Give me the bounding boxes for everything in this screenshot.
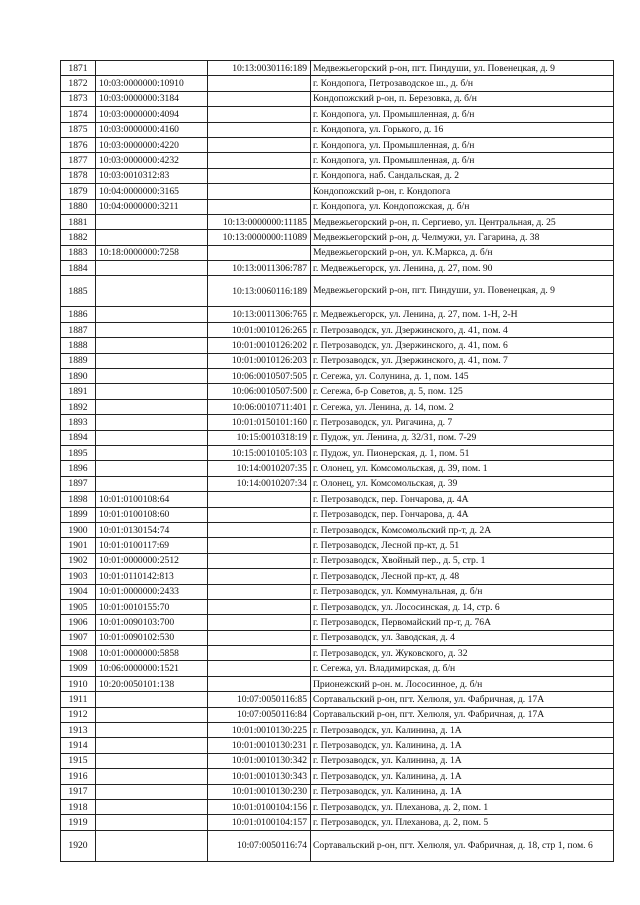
table-row [61, 676, 614, 691]
row-number: 1914 [61, 738, 96, 753]
cadastral-number-secondary [208, 245, 311, 260]
row-number: 1887 [61, 322, 96, 337]
table-row [61, 137, 614, 152]
table-row [61, 214, 614, 229]
cadastral-number-secondary: 10:01:0010126:265 [208, 322, 311, 337]
address-cell: г. Кондопога, ул. Горького, д. 16 [311, 122, 614, 137]
row-number: 1876 [61, 137, 96, 152]
row-number: 1907 [61, 630, 96, 645]
cadastral-number-secondary [208, 76, 311, 91]
cadastral-number-secondary: 10:14:0010207:35 [208, 461, 311, 476]
table-row [61, 384, 614, 399]
address-cell: Кондопожский р-он, п. Березовка, д. б/н [311, 91, 614, 106]
registry-body [61, 61, 614, 862]
table-row [61, 261, 614, 276]
cadastral-number-primary: 10:03:0000000:4232 [96, 153, 208, 168]
cadastral-number-primary [96, 707, 208, 722]
address-cell: г. Медвежьегорск, ул. Ленина, д. 27, пом. 90 [311, 261, 614, 276]
address-cell: Медвежьегорский р-он, д. Челмужи, ул. Гагарина, д. 38 [311, 230, 614, 245]
row-number: 1900 [61, 522, 96, 537]
table-row [61, 245, 614, 260]
table-row [61, 353, 614, 368]
cadastral-number-secondary [208, 615, 311, 630]
cadastral-number-primary [96, 369, 208, 384]
cadastral-number-secondary [208, 107, 311, 122]
table-row [61, 369, 614, 384]
table-row [61, 569, 614, 584]
cadastral-number-secondary: 10:06:0010507:500 [208, 384, 311, 399]
address-cell: Кондопожский р-он, г. Кондопога [311, 184, 614, 199]
row-number: 1890 [61, 369, 96, 384]
address-cell: г. Петрозаводск, ул. Дзержинского, д. 41, пом. 7 [311, 353, 614, 368]
cadastral-number-primary [96, 415, 208, 430]
cadastral-number-primary [96, 384, 208, 399]
row-number: 1889 [61, 353, 96, 368]
cadastral-number-primary [96, 799, 208, 814]
cadastral-number-secondary [208, 630, 311, 645]
table-row [61, 753, 614, 768]
cadastral-number-secondary: 10:01:0100104:157 [208, 815, 311, 830]
row-number: 1903 [61, 569, 96, 584]
cadastral-number-primary: 10:03:0000000:4160 [96, 122, 208, 137]
table-row [61, 399, 614, 414]
address-cell: г. Петрозаводск, Лесной пр-кт, д. 51 [311, 538, 614, 553]
address-cell: г. Кондопога, ул. Промышленная, д. б/н [311, 107, 614, 122]
cadastral-number-secondary [208, 184, 311, 199]
cadastral-number-secondary: 10:01:0010130:230 [208, 784, 311, 799]
address-cell: г. Петрозаводск, ул. Ригачина, д. 7 [311, 415, 614, 430]
table-row [61, 738, 614, 753]
cadastral-number-secondary [208, 137, 311, 152]
cadastral-number-primary [96, 61, 208, 76]
table-row [61, 76, 614, 91]
cadastral-number-primary [96, 338, 208, 353]
address-cell: г. Кондопога, Петрозаводское ш., д. б/н [311, 76, 614, 91]
cadastral-number-secondary: 10:13:0000000:11089 [208, 230, 311, 245]
cadastral-number-primary: 10:01:0000000:2512 [96, 553, 208, 568]
cadastral-number-primary [96, 307, 208, 322]
cadastral-number-primary [96, 322, 208, 337]
row-number: 1872 [61, 76, 96, 91]
table-row [61, 168, 614, 183]
table-row [61, 830, 614, 861]
cadastral-number-secondary [208, 646, 311, 661]
cadastral-number-primary [96, 476, 208, 491]
cadastral-number-secondary [208, 522, 311, 537]
address-cell: г. Петрозаводск, Комсомольский пр-т, д. 2А [311, 522, 614, 537]
cadastral-number-secondary: 10:13:0011306:765 [208, 307, 311, 322]
table-row [61, 322, 614, 337]
row-number: 1892 [61, 399, 96, 414]
row-number: 1917 [61, 784, 96, 799]
table-row [61, 784, 614, 799]
table-row [61, 307, 614, 322]
cadastral-number-primary: 10:01:0100108:60 [96, 507, 208, 522]
cadastral-number-primary: 10:03:0000000:3184 [96, 91, 208, 106]
address-cell: г. Сегежа, ул. Солунина, д. 1, пом. 145 [311, 369, 614, 384]
row-number: 1896 [61, 461, 96, 476]
cadastral-number-primary: 10:01:0010155:70 [96, 599, 208, 614]
cadastral-number-primary: 10:18:0000000:7258 [96, 245, 208, 260]
cadastral-number-primary [96, 769, 208, 784]
cadastral-number-secondary: 10:06:0010507:505 [208, 369, 311, 384]
table-row [61, 276, 614, 307]
row-number: 1874 [61, 107, 96, 122]
cadastral-number-primary [96, 214, 208, 229]
table-row [61, 91, 614, 106]
row-number: 1875 [61, 122, 96, 137]
table-row [61, 476, 614, 491]
address-cell: г. Кондопога, наб. Сандальская, д. 2 [311, 168, 614, 183]
address-cell: Медвежьегорский р-он, ул. К.Маркса, д. б/н [311, 245, 614, 260]
cadastral-number-primary: 10:03:0010312:83 [96, 168, 208, 183]
address-cell: г. Медвежьегорск, ул. Ленина, д. 27, пом. 1-Н, 2-Н [311, 307, 614, 322]
table-row [61, 415, 614, 430]
address-cell: г. Петрозаводск, ул. Калинина, д. 1А [311, 784, 614, 799]
address-cell: г. Олонец, ул. Комсомольская, д. 39 [311, 476, 614, 491]
row-number: 1884 [61, 261, 96, 276]
cadastral-number-primary [96, 830, 208, 861]
cadastral-number-primary [96, 230, 208, 245]
cadastral-number-secondary: 10:01:0010130:225 [208, 723, 311, 738]
address-cell: г. Кондопога, ул. Промышленная, д. б/н [311, 137, 614, 152]
property-registry-table [60, 60, 614, 862]
row-number: 1888 [61, 338, 96, 353]
row-number: 1871 [61, 61, 96, 76]
table-row [61, 615, 614, 630]
address-cell: г. Петрозаводск, ул. Заводская, д. 4 [311, 630, 614, 645]
cadastral-number-secondary: 10:14:0010207:34 [208, 476, 311, 491]
row-number: 1899 [61, 507, 96, 522]
address-cell: г. Петрозаводск, ул. Дзержинского, д. 41, пом. 6 [311, 338, 614, 353]
cadastral-number-primary: 10:01:0000000:2433 [96, 584, 208, 599]
cadastral-number-secondary [208, 91, 311, 106]
table-row [61, 815, 614, 830]
row-number: 1893 [61, 415, 96, 430]
address-cell: Медвежьегорский р-он, п. Сергиево, ул. Центральная, д. 25 [311, 214, 614, 229]
cadastral-number-primary [96, 461, 208, 476]
cadastral-number-secondary [208, 122, 311, 137]
table-row [61, 769, 614, 784]
row-number: 1882 [61, 230, 96, 245]
cadastral-number-primary [96, 753, 208, 768]
cadastral-number-primary: 10:01:0000000:5858 [96, 646, 208, 661]
table-row [61, 692, 614, 707]
cadastral-number-primary [96, 738, 208, 753]
cadastral-number-primary: 10:01:0110142:813 [96, 569, 208, 584]
cadastral-number-secondary: 10:13:0060116:189 [208, 276, 311, 307]
cadastral-number-primary: 10:04:0000000:3211 [96, 199, 208, 214]
cadastral-number-secondary: 10:15:0010318:19 [208, 430, 311, 445]
table-row [61, 61, 614, 76]
cadastral-number-primary: 10:06:0000000:1521 [96, 661, 208, 676]
row-number: 1920 [61, 830, 96, 861]
address-cell: г. Петрозаводск, пер. Гончарова, д. 4А [311, 492, 614, 507]
row-number: 1873 [61, 91, 96, 106]
table-row [61, 507, 614, 522]
address-cell: г. Сегежа, ул. Ленина, д. 14, пом. 2 [311, 399, 614, 414]
table-row [61, 445, 614, 460]
table-row [61, 230, 614, 245]
cadastral-number-secondary: 10:13:0030116:189 [208, 61, 311, 76]
row-number: 1913 [61, 723, 96, 738]
address-cell: г. Петрозаводск, ул. Калинина, д. 1А [311, 769, 614, 784]
cadastral-number-primary: 10:04:0000000:3165 [96, 184, 208, 199]
cadastral-number-secondary [208, 153, 311, 168]
table-row [61, 107, 614, 122]
row-number: 1901 [61, 538, 96, 553]
row-number: 1919 [61, 815, 96, 830]
table-row [61, 122, 614, 137]
cadastral-number-secondary: 10:01:0150101:160 [208, 415, 311, 430]
cadastral-number-primary [96, 276, 208, 307]
table-row [61, 430, 614, 445]
table-row [61, 799, 614, 814]
row-number: 1912 [61, 707, 96, 722]
address-cell: Прионежский р-он. м. Лососинное, д. б/н [311, 676, 614, 691]
address-cell: г. Пудож, ул. Пионерская, д. 1, пом. 51 [311, 445, 614, 460]
cadastral-number-secondary: 10:01:0010126:202 [208, 338, 311, 353]
row-number: 1895 [61, 445, 96, 460]
cadastral-number-primary [96, 445, 208, 460]
cadastral-number-secondary [208, 584, 311, 599]
address-cell: Сортавальский р-он, пгт. Хелюля, ул. Фабричная, д. 17А [311, 707, 614, 722]
row-number: 1915 [61, 753, 96, 768]
row-number: 1898 [61, 492, 96, 507]
cadastral-number-secondary: 10:07:0050116:74 [208, 830, 311, 861]
address-cell: г. Кондопога, ул. Промышленная, д. б/н [311, 153, 614, 168]
table-row [61, 492, 614, 507]
row-number: 1883 [61, 245, 96, 260]
address-cell: г. Петрозаводск, ул. Калинина, д. 1А [311, 753, 614, 768]
cadastral-number-primary: 10:03:0000000:4220 [96, 137, 208, 152]
cadastral-number-secondary: 10:06:0010711:401 [208, 399, 311, 414]
cadastral-number-primary [96, 815, 208, 830]
cadastral-number-primary: 10:01:0090103:700 [96, 615, 208, 630]
row-number: 1909 [61, 661, 96, 676]
address-cell: г. Сегежа, б-р Советов, д. 5, пом. 125 [311, 384, 614, 399]
cadastral-number-primary: 10:01:0130154:74 [96, 522, 208, 537]
table-row [61, 707, 614, 722]
cadastral-number-secondary: 10:07:0050116:84 [208, 707, 311, 722]
row-number: 1894 [61, 430, 96, 445]
address-cell: г. Олонец, ул. Комсомольская, д. 39, пом. 1 [311, 461, 614, 476]
address-cell: г. Петрозаводск, ул. Коммунальная, д. б/н [311, 584, 614, 599]
table-row [61, 184, 614, 199]
cadastral-number-primary: 10:01:0100117:69 [96, 538, 208, 553]
address-cell: г. Петрозаводск, Хвойный пер., д. 5, стр. 1 [311, 553, 614, 568]
cadastral-number-primary [96, 784, 208, 799]
row-number: 1904 [61, 584, 96, 599]
cadastral-number-primary: 10:03:0000000:4094 [96, 107, 208, 122]
table-row [61, 723, 614, 738]
address-cell: Медвежьегорский р-он, пгт. Пиндуши, ул. Повенецкая, д. 9 [311, 61, 614, 76]
cadastral-number-primary: 10:03:0000000:10910 [96, 76, 208, 91]
row-number: 1891 [61, 384, 96, 399]
cadastral-number-secondary: 10:01:0010130:343 [208, 769, 311, 784]
row-number: 1878 [61, 168, 96, 183]
address-cell: г. Кондопога, ул. Кондопожская, д. б/н [311, 199, 614, 214]
table-row [61, 661, 614, 676]
address-cell: г. Петрозаводск, ул. Лососинская, д. 14, стр. 6 [311, 599, 614, 614]
address-cell: г. Сегежа, ул. Владимирская, д. б/н [311, 661, 614, 676]
address-cell: г. Петрозаводск, ул. Жуковского, д. 32 [311, 646, 614, 661]
row-number: 1918 [61, 799, 96, 814]
row-number: 1897 [61, 476, 96, 491]
cadastral-number-secondary: 10:01:0010130:231 [208, 738, 311, 753]
row-number: 1911 [61, 692, 96, 707]
row-number: 1877 [61, 153, 96, 168]
table-row [61, 538, 614, 553]
cadastral-number-secondary: 10:01:0010130:342 [208, 753, 311, 768]
table-row [61, 630, 614, 645]
address-cell: Медвежьегорский р-он, пгт. Пиндуши, ул. Повенецкая, д. 9 [311, 276, 614, 307]
cadastral-number-secondary [208, 538, 311, 553]
table-row [61, 199, 614, 214]
cadastral-number-secondary [208, 676, 311, 691]
address-cell: г. Петрозаводск, ул. Дзержинского, д. 41, пом. 4 [311, 322, 614, 337]
row-number: 1879 [61, 184, 96, 199]
cadastral-number-secondary [208, 569, 311, 584]
address-cell: г. Петрозаводск, Первомайский пр-т, д. 76А [311, 615, 614, 630]
address-cell: Сортавальский р-он, пгт. Хелюля, ул. Фабричная, д. 18, стр 1, пом. 6 [311, 830, 614, 861]
cadastral-number-primary: 10:01:0100108:64 [96, 492, 208, 507]
table-row [61, 522, 614, 537]
table-row [61, 553, 614, 568]
table-row [61, 646, 614, 661]
cadastral-number-primary [96, 353, 208, 368]
address-cell: г. Петрозаводск, ул. Плеханова, д. 2, пом. 1 [311, 799, 614, 814]
cadastral-number-primary [96, 723, 208, 738]
cadastral-number-secondary [208, 507, 311, 522]
cadastral-number-primary: 10:01:0090102:530 [96, 630, 208, 645]
address-cell: г. Петрозаводск, ул. Плеханова, д. 2, пом. 5 [311, 815, 614, 830]
row-number: 1905 [61, 599, 96, 614]
row-number: 1886 [61, 307, 96, 322]
cadastral-number-secondary [208, 599, 311, 614]
cadastral-number-primary [96, 261, 208, 276]
address-cell: г. Петрозаводск, ул. Калинина, д. 1А [311, 738, 614, 753]
row-number: 1880 [61, 199, 96, 214]
row-number: 1902 [61, 553, 96, 568]
cadastral-number-secondary: 10:13:0000000:11185 [208, 214, 311, 229]
table-row [61, 584, 614, 599]
cadastral-number-secondary: 10:01:0100104:156 [208, 799, 311, 814]
cadastral-number-secondary: 10:13:0011306:787 [208, 261, 311, 276]
cadastral-number-primary [96, 430, 208, 445]
cadastral-number-secondary: 10:01:0010126:203 [208, 353, 311, 368]
cadastral-number-secondary [208, 661, 311, 676]
row-number: 1916 [61, 769, 96, 784]
row-number: 1881 [61, 214, 96, 229]
cadastral-number-secondary [208, 199, 311, 214]
cadastral-number-primary [96, 692, 208, 707]
address-cell: г. Петрозаводск, ул. Калинина, д. 1А [311, 723, 614, 738]
cadastral-number-secondary [208, 168, 311, 183]
cadastral-number-secondary [208, 492, 311, 507]
table-row [61, 153, 614, 168]
address-cell: г. Пудож, ул. Ленина, д. 32/31, пом. 7-29 [311, 430, 614, 445]
address-cell: г. Петрозаводск, пер. Гончарова, д. 4А [311, 507, 614, 522]
cadastral-number-secondary [208, 553, 311, 568]
table-row [61, 599, 614, 614]
row-number: 1908 [61, 646, 96, 661]
row-number: 1910 [61, 676, 96, 691]
address-cell: Сортавальский р-он, пгт. Хелюля, ул. Фабричная, д. 17А [311, 692, 614, 707]
address-cell: г. Петрозаводск, Лесной пр-кт, д. 48 [311, 569, 614, 584]
cadastral-number-secondary: 10:15:0010105:103 [208, 445, 311, 460]
cadastral-number-primary: 10:20:0050101:138 [96, 676, 208, 691]
cadastral-number-primary [96, 399, 208, 414]
table-row [61, 338, 614, 353]
row-number: 1885 [61, 276, 96, 307]
table-row [61, 461, 614, 476]
cadastral-number-secondary: 10:07:0050116:85 [208, 692, 311, 707]
row-number: 1906 [61, 615, 96, 630]
